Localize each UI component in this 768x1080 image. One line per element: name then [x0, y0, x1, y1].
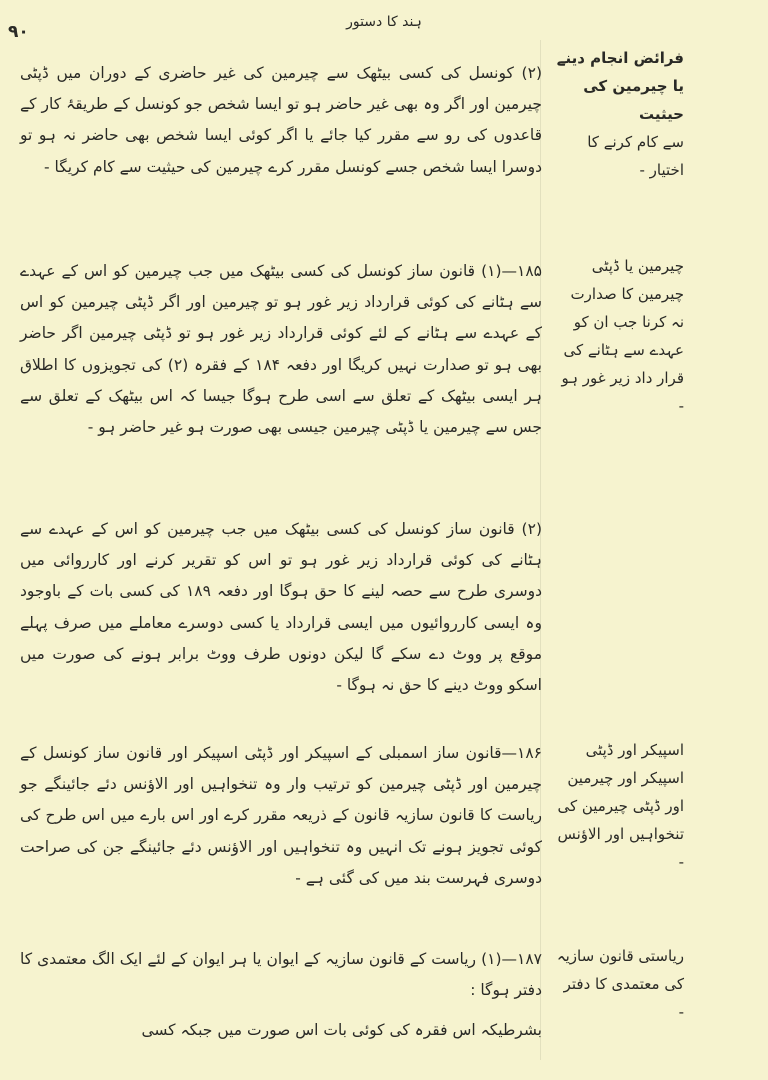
paragraph-187-1: ۱۸۷—(۱) ریاست کے قانون سازیہ کے ایوان یا ہر ایوان کے لئے ایک الگ معتمدی کا دفتر ہوگا :	[20, 950, 542, 1000]
margin-note-185: چیرمین یا ڈپٹی چیرمین کا صدارت نہ کرنا جب ان کو عہدے سے ہٹانے کی قرار داد زیر غور ہو -	[561, 257, 684, 415]
paragraph-185-2: (۲) قانون ساز کونسل کی کسی بیٹھک میں جب چیرمین کو اس کے عہدے سے ہٹانے کی کوئی قرارداد زیر غور ہو تو اس کو تقریر کرنے اور کارروائی میں دوسری طرح سے حصہ لینے کا حق ہوگا اور دفعہ ۱۸۹ کی کسی بات کے باوجود وہ ایسی کارروائیوں میں ایسی قرارداد یا کسی دوسرے معاملے میں صرف پہلے موقع پر ووٹ دے سکے گا لیکن دونوں طرف ووٹ برابر ہونے کی صورت میں اسکو ووٹ دینے کا حق نہ ہوگا -	[20, 520, 542, 695]
margin-note-186: اسپیکر اور ڈپٹی اسپیکر اور چیرمین اور ڈپٹی چیرمین کی تنخواہیں اور الاؤنس -	[557, 741, 684, 871]
running-header: ہند کا دستور	[346, 14, 422, 30]
margin-note-184	[554, 44, 684, 184]
page-number: ۹۰	[8, 22, 29, 42]
margin-note-heading: فرائض انجام دینے یا چیرمین کی حیثیت	[556, 49, 684, 123]
margin-note-text: سے کام کرنے کا اختیار -	[587, 133, 684, 179]
paragraph-186: ۱۸۶—قانون ساز اسمبلی کے اسپیکر اور ڈپٹی اسپیکر اور قانون ساز کونسل کے چیرمین اور ڈپٹی چیرمین کو ترتیب وار وہ تنخواہیں اور الاؤنس دئے جائینگے جو ریاست کا قانون سازیہ قانون کے ذریعہ مقرر کرے اور اس بارے میں اس طرح کی کوئی تجویز ہونے تک انہیں وہ تنخواہیں اور الاؤنس دئے جائینگے جن کی صراحت دوسری فہرست بند میں کی گئی ہے -	[20, 744, 542, 887]
proviso-187: بشرطیکہ اس فقرہ کی کوئی بات اس صورت میں جبکہ کسی	[141, 1021, 542, 1039]
paragraph-185-1: ۱۸۵—(۱) قانون ساز کونسل کی کسی بیٹھک میں جب چیرمین کو اس کے عہدے سے ہٹانے کی کوئی قرارداد زیر غور ہو تو چیرمین اور اگر ڈپٹی چیرمین کو اس کے عہدے سے ہٹانے کے لئے کوئی قرارداد زیر غور ہو تو ڈپٹی چیرمین اگر حاضر بھی ہو تو صدارت نہیں کریگا اور دفعہ ۱۸۴ کے فقرہ (۲) کی تجویزوں کا اطلاق ہر ایسی بیٹھک کے تعلق سے اسی طرح ہوگا جیسا کہ اس بیٹھک کے تعلق سے جس سے چیرمین یا ڈپٹی چیرمین جیسی بھی صورت ہو غیر حاضر ہو -	[20, 262, 542, 437]
paragraph-184-2: (۲) کونسل کی کسی بیٹھک سے چیرمین کی غیر حاضری کے دوران میں ڈپٹی چیرمین اور اگر وہ بھی غیر حاضر ہو تو ایسا شخص جو کونسل کے طریقۂ کار کے قاعدوں کی رو سے مقرر کیا جائے یا اگر کوئی ایسا شخص بھی حاضر نہ ہو تو دوسرا ایسا شخص جسے کونسل مقرر کرے چیرمین کی حیثیت سے کام کریگا -	[20, 64, 542, 176]
margin-note-187: ریاستی قانون سازیہ کی معتمدی کا دفتر -	[556, 947, 684, 1021]
